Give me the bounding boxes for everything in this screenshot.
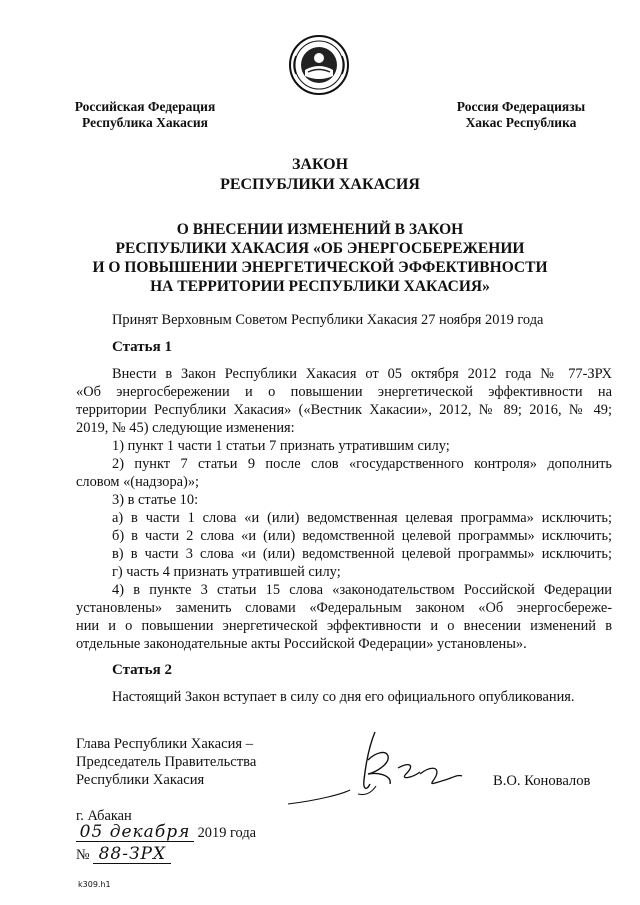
law-subtitle-line1: О ВНЕСЕНИИ ИЗМЕНЕНИЙ В ЗАКОН <box>176 221 464 238</box>
article1-line: нии и о повышении энергетической эффективности и о внесении изменений в <box>76 618 612 634</box>
handwritten-signature-icon <box>280 722 470 812</box>
coat-of-arms-emblem-icon <box>288 34 350 96</box>
article1-line: отдельные законодательные акты Российской Федерации» установлены». <box>76 636 527 652</box>
date-suffix: 2019 года <box>197 825 257 841</box>
header-left-line1: Российская Федерация <box>74 99 216 114</box>
law-title-line1: ЗАКОН <box>291 156 349 173</box>
article1-line: г) часть 4 признать утратившей силу; <box>112 564 341 580</box>
law-subtitle-line4: НА ТЕРРИТОРИИ РЕСПУБЛИКИ ХАКАСИЯ» <box>150 278 490 295</box>
signatory-name: В.О. Коновалов <box>493 773 591 789</box>
article2-text: Настоящий Закон вступает в силу со дня его официального опубликования. <box>112 689 575 705</box>
article1-line: «Об энергосбережении и о повышении энергетической эффективности на <box>76 384 612 400</box>
date-row <box>76 823 336 845</box>
article1-line: в) в части 3 слова «и (или) ведомственной целевой программы» исключить; <box>112 546 612 562</box>
adopted-line: Принят Верховным Советом Республики Хакасия 27 ноября 2019 года <box>112 312 544 328</box>
article2-heading: Статья 2 <box>112 662 172 678</box>
signatory-position-line2: Председатель Правительства <box>76 754 257 770</box>
article1-line: Внести в Закон Республики Хакасия от 05 октября 2012 года № 77-ЗРХ <box>112 366 612 382</box>
article1-line: словом «(надзора)»; <box>76 474 200 490</box>
article1-line: б) в части 2 слова «и (или) ведомственной целевой программы» исключить; <box>112 528 612 544</box>
article1-line: а) в части 1 слова «и (или) ведомственная целевая программа» исключить; <box>112 510 612 526</box>
article1-line: установлены» заменить словами «Федеральным законом «Об энергосбереже- <box>76 600 612 616</box>
article1-line: 3) в статье 10: <box>112 492 199 508</box>
header-right-line2: Хакас Республика <box>465 115 577 130</box>
header-right-line1: Россия Федерациязы <box>456 99 586 114</box>
signatory-position-line1: Глава Республики Хакасия – <box>76 736 254 752</box>
law-subtitle-line2: РЕСПУБЛИКИ ХАКАСИЯ «ОБ ЭНЕРГОСБЕРЕЖЕНИИ <box>115 240 525 257</box>
city: г. Абакан <box>76 808 132 824</box>
number-handwritten: 88-ЗРХ <box>93 845 171 864</box>
signatory-position-line3: Республики Хакасия <box>76 772 205 788</box>
number-prefix: № <box>76 847 90 863</box>
law-title-line2: РЕСПУБЛИКИ ХАКАСИЯ <box>220 176 420 193</box>
article1-line: территории Республики Хакасия» («Вестник Хакасии», 2012, № 89; 2016, № 49; <box>76 402 612 418</box>
article1-line: 2019, № 45) следующие изменения: <box>76 420 295 436</box>
document-code: k309.h1 <box>78 880 111 889</box>
article1-body <box>76 365 612 653</box>
law-subtitle-line3: И О ПОВЫШЕНИИ ЭНЕРГЕТИЧЕСКОЙ ЭФФЕКТИВНОСТИ <box>92 259 548 276</box>
header-left-line2: Республика Хакасия <box>82 115 208 130</box>
article1-line: 2) пункт 7 статьи 9 после слов «государственного контроля» дополнить <box>112 456 612 472</box>
number-row <box>76 845 276 867</box>
article1-line: 4) в пункте 3 статьи 15 слова «законодательством Российской Федерации <box>112 582 612 598</box>
article1-line: 1) пункт 1 части 1 статьи 7 признать утратившим силу; <box>112 438 450 454</box>
date-handwritten: 05 декабря <box>76 823 194 842</box>
law-subtitle <box>0 220 640 296</box>
header-right <box>436 99 606 131</box>
header-left <box>60 99 230 131</box>
law-title <box>0 155 640 195</box>
article1-heading: Статья 1 <box>112 339 172 355</box>
